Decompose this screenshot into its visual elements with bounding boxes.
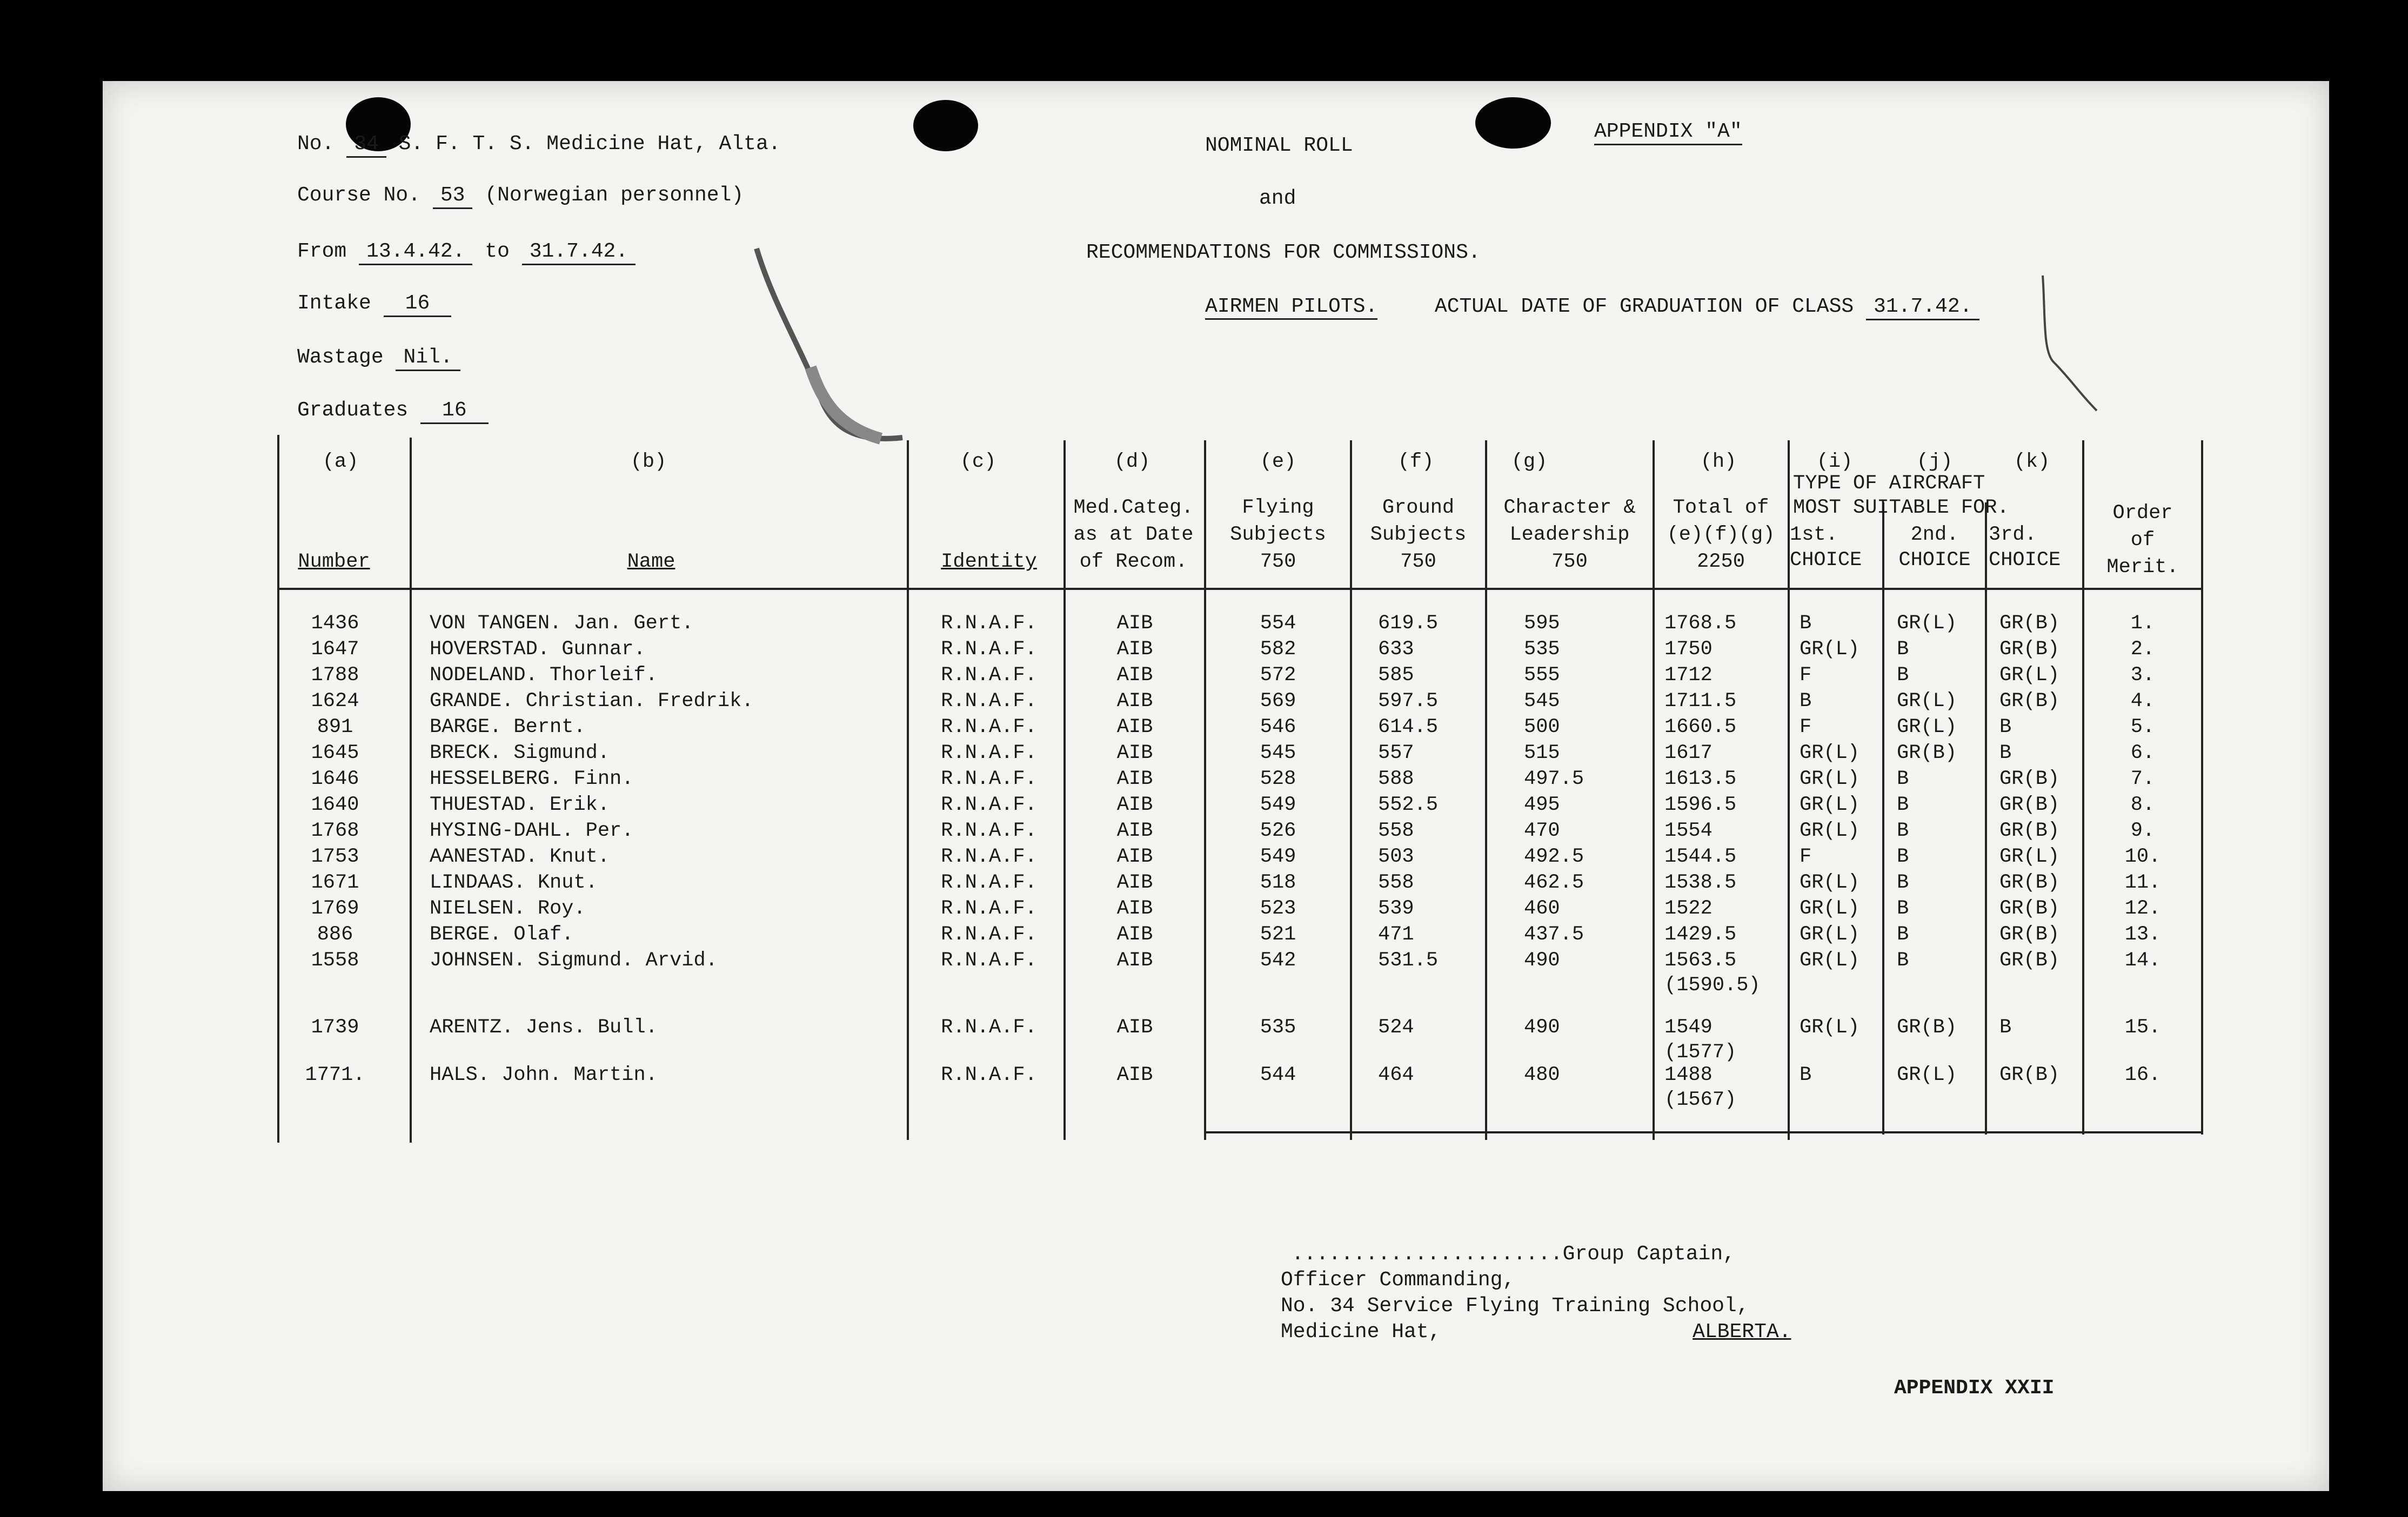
cell-ground: 503 — [1378, 845, 1414, 868]
cell-med-categ: AIB — [1116, 820, 1153, 842]
course-number: 53 — [433, 184, 473, 209]
col-i-line1: 1st. — [1790, 523, 1838, 546]
cell-med-categ: AIB — [1116, 949, 1153, 972]
cell-name: HOVERSTAD. Gunnar. — [430, 638, 646, 661]
col-divider-bc — [907, 440, 909, 1140]
graduates-label: Graduates — [297, 399, 409, 422]
cell-total: 1549 — [1664, 1016, 1713, 1039]
cell-total: 1563.5 — [1664, 949, 1737, 972]
col-a-letter: (a) — [322, 451, 359, 473]
intake-value: 16 — [384, 292, 452, 317]
cell-first-choice: GR(L) — [1800, 768, 1860, 790]
cell-second-choice: B — [1897, 638, 1909, 661]
table-border-left — [277, 435, 279, 1143]
cell-third-choice: GR(B) — [1999, 1064, 2060, 1086]
aircraft-type-line1: TYPE OF AIRCRAFT — [1793, 472, 1985, 495]
cell-number: 1436 — [311, 612, 359, 635]
cell-first-choice: B — [1800, 612, 1812, 635]
cell-number: 1645 — [311, 742, 359, 764]
cell-name: LINDAAS. Knut. — [430, 871, 598, 894]
cell-first-choice: GR(L) — [1800, 949, 1860, 972]
aircraft-type-line2: MOST SUITABLE FOR. — [1793, 496, 2009, 519]
cell-merit: 16. — [2124, 1064, 2161, 1086]
cell-name: GRANDE. Christian. Fredrik. — [430, 690, 754, 713]
cell-character: 460 — [1524, 897, 1560, 920]
header-rule — [277, 588, 2203, 590]
cell-merit: 8. — [2130, 794, 2155, 816]
school-line — [297, 132, 781, 158]
cell-med-categ: AIB — [1116, 638, 1153, 661]
cell-number: 1788 — [311, 664, 359, 687]
graduation-label: ACTUAL DATE OF GRADUATION OF CLASS — [1434, 295, 1854, 318]
cell-second-choice: B — [1897, 923, 1909, 946]
cell-character: 535 — [1524, 638, 1560, 661]
cell-identity: R.N.A.F. — [941, 820, 1037, 842]
cell-total: 1660.5 — [1664, 716, 1737, 739]
category-label: AIRMEN PILOTS. — [1205, 295, 1377, 320]
cell-character: 490 — [1524, 1016, 1560, 1039]
col-h-line2: (e)(f)(g) — [1667, 523, 1775, 546]
col-h-letter: (h) — [1700, 451, 1737, 473]
cell-ground: 558 — [1378, 871, 1414, 894]
cell-med-categ: AIB — [1116, 1016, 1153, 1039]
cell-flying: 544 — [1260, 1064, 1296, 1086]
cell-second-choice: B — [1897, 897, 1909, 920]
cell-med-categ: AIB — [1116, 794, 1153, 816]
cell-number: 886 — [317, 923, 353, 946]
table-border-right — [2201, 440, 2203, 1135]
cell-number: 1624 — [311, 690, 359, 713]
cell-ground: 524 — [1378, 1016, 1414, 1039]
col-divider-ab — [410, 438, 412, 1143]
cell-identity: R.N.A.F. — [941, 871, 1037, 894]
cell-third-choice: GR(B) — [1999, 820, 2060, 842]
cell-name: HESSELBERG. Finn. — [430, 768, 634, 790]
from-label: From — [297, 240, 347, 263]
col-g-line3: 750 — [1551, 551, 1588, 573]
col-e-line3: 750 — [1260, 551, 1296, 573]
cell-flying: 542 — [1260, 949, 1296, 972]
wastage-value: Nil. — [396, 346, 460, 371]
cell-total: 1617 — [1664, 742, 1713, 764]
col-k-letter: (k) — [2014, 451, 2050, 473]
cell-character: 595 — [1524, 612, 1560, 635]
cell-third-choice: GR(B) — [1999, 923, 2060, 946]
cell-second-choice: GR(L) — [1897, 1064, 1957, 1086]
cell-ground: 633 — [1378, 638, 1414, 661]
graduates-value: 16 — [420, 399, 489, 424]
cell-name: JOHNSEN. Sigmund. Arvid. — [430, 949, 718, 972]
cell-character: 500 — [1524, 716, 1560, 739]
period-line — [297, 240, 636, 265]
col-d-line2: as at Date — [1073, 523, 1194, 546]
cell-merit: 13. — [2124, 923, 2161, 946]
cell-med-categ: AIB — [1116, 664, 1153, 687]
merit-line2: of — [2130, 529, 2155, 552]
cell-second-choice: GR(L) — [1897, 690, 1957, 713]
cell-character: 490 — [1524, 949, 1560, 972]
cell-character: 515 — [1524, 742, 1560, 764]
cell-merit: 4. — [2130, 690, 2155, 713]
cell-name: NODELAND. Thorleif. — [430, 664, 658, 687]
cell-total: 1750 — [1664, 638, 1713, 661]
cell-first-choice: B — [1800, 1064, 1812, 1086]
cell-flying: 554 — [1260, 612, 1296, 635]
cell-character: 470 — [1524, 820, 1560, 842]
title-nominal-roll: NOMINAL ROLL — [1205, 134, 1353, 157]
bottom-rule — [1204, 1131, 2203, 1133]
cell-flying: 582 — [1260, 638, 1296, 661]
cell-med-categ: AIB — [1116, 897, 1153, 920]
cell-number: 1640 — [311, 794, 359, 816]
cell-number: 1646 — [311, 768, 359, 790]
cell-second-choice: B — [1897, 845, 1909, 868]
cell-name: BRECK. Sigmund. — [430, 742, 610, 764]
cell-name: HALS. John. Martin. — [430, 1064, 658, 1086]
col-k-line1: 3rd. — [1989, 523, 2037, 546]
cell-identity: R.N.A.F. — [941, 845, 1037, 868]
cell-number: 891 — [317, 716, 353, 739]
cell-merit: 12. — [2124, 897, 2161, 920]
scratch-mark — [740, 238, 924, 465]
col-f-line3: 750 — [1400, 551, 1436, 573]
cell-ground: 619.5 — [1378, 612, 1439, 635]
col-h-line1: Total of — [1673, 496, 1769, 519]
cell-character: 492.5 — [1524, 845, 1584, 868]
cell-character: 480 — [1524, 1064, 1560, 1086]
title-recommendations: RECOMMENDATIONS FOR COMMISSIONS. — [1086, 241, 1481, 264]
cell-third-choice: B — [1999, 716, 2012, 739]
cell-character: 495 — [1524, 794, 1560, 816]
cell-merit: 6. — [2130, 742, 2155, 764]
cell-total: 1768.5 — [1664, 612, 1737, 635]
col-g-line1: Character & — [1503, 496, 1636, 519]
cell-ground: 558 — [1378, 820, 1414, 842]
cell-med-categ: AIB — [1116, 768, 1153, 790]
col-b-header: Name — [627, 551, 675, 573]
course-line — [297, 184, 744, 209]
cell-first-choice: GR(L) — [1800, 923, 1860, 946]
col-c-header: Identity — [941, 551, 1037, 573]
graduation-line — [1205, 295, 1979, 320]
cell-third-choice: GR(B) — [1999, 768, 2060, 790]
cell-total: 1429.5 — [1664, 923, 1737, 946]
punch-hole-right — [1475, 97, 1551, 149]
to-date: 31.7.42. — [522, 240, 636, 265]
col-g-line2: Leadership — [1509, 523, 1630, 546]
cell-first-choice: F — [1800, 664, 1812, 687]
cell-second-choice: B — [1897, 871, 1909, 894]
cell-number: 1753 — [311, 845, 359, 868]
cell-med-categ: AIB — [1116, 923, 1153, 946]
cell-first-choice: F — [1800, 845, 1812, 868]
col-i-letter: (i) — [1816, 451, 1853, 473]
cell-first-choice: GR(L) — [1800, 897, 1860, 920]
cell-identity: R.N.A.F. — [941, 949, 1037, 972]
cell-name: VON TANGEN. Jan. Gert. — [430, 612, 694, 635]
cell-flying: 526 — [1260, 820, 1296, 842]
col-e-line1: Flying — [1242, 496, 1314, 519]
cell-flying: 518 — [1260, 871, 1296, 894]
no-label: No. — [297, 132, 335, 156]
cell-second-choice: GR(L) — [1897, 716, 1957, 739]
cell-total: 1488 — [1664, 1064, 1713, 1086]
cell-third-choice: GR(B) — [1999, 871, 2060, 894]
cell-identity: R.N.A.F. — [941, 923, 1037, 946]
col-e-letter: (e) — [1260, 451, 1296, 473]
punch-hole-center — [913, 100, 978, 151]
cell-flying: 528 — [1260, 768, 1296, 790]
cell-merit: 15. — [2124, 1016, 2161, 1039]
col-divider-k-merit — [2082, 440, 2084, 1135]
cell-second-choice: B — [1897, 794, 1909, 816]
cell-ground: 539 — [1378, 897, 1414, 920]
school-number: 34 — [346, 132, 386, 158]
cell-second-choice: B — [1897, 949, 1909, 972]
cell-ground: 531.5 — [1378, 949, 1439, 972]
cell-flying: 535 — [1260, 1016, 1296, 1039]
cell-merit: 11. — [2124, 871, 2161, 894]
cell-merit: 10. — [2124, 845, 2161, 868]
cell-character: 497.5 — [1524, 768, 1584, 790]
course-note: (Norwegian personnel) — [485, 184, 744, 207]
cell-total-adjusted: (1590.5) — [1664, 974, 1761, 997]
school-name: S. F. T. S. Medicine Hat, Alta. — [398, 132, 781, 156]
cell-ground: 464 — [1378, 1064, 1414, 1086]
cell-ground: 552.5 — [1378, 794, 1439, 816]
wastage-label: Wastage — [297, 346, 384, 369]
cell-ground: 557 — [1378, 742, 1414, 764]
col-a-header: Number — [298, 551, 370, 573]
cell-merit: 3. — [2130, 664, 2155, 687]
cell-med-categ: AIB — [1116, 690, 1153, 713]
cell-name: BERGE. Olaf. — [430, 923, 574, 946]
cell-med-categ: AIB — [1116, 1064, 1153, 1086]
cell-name: BARGE. Bernt. — [430, 716, 586, 739]
cell-second-choice: B — [1897, 664, 1909, 687]
graduates-line — [297, 399, 489, 424]
cell-third-choice: GR(L) — [1999, 664, 2060, 687]
cell-total: 1596.5 — [1664, 794, 1737, 816]
cell-total: 1711.5 — [1664, 690, 1737, 713]
signature-line: ......................Group Captain, — [1292, 1243, 1735, 1266]
cell-name: HYSING-DAHL. Per. — [430, 820, 634, 842]
cell-identity: R.N.A.F. — [941, 742, 1037, 764]
cell-flying: 545 — [1260, 742, 1296, 764]
cell-third-choice: GR(B) — [1999, 794, 2060, 816]
col-j-letter: (j) — [1916, 451, 1953, 473]
cell-total-adjusted: (1577) — [1664, 1041, 1737, 1064]
cell-flying: 569 — [1260, 690, 1296, 713]
cell-third-choice: GR(B) — [1999, 949, 2060, 972]
col-f-line1: Ground — [1382, 496, 1455, 519]
cell-identity: R.N.A.F. — [941, 897, 1037, 920]
cell-identity: R.N.A.F. — [941, 638, 1037, 661]
col-e-line2: Subjects — [1230, 523, 1326, 546]
merit-line1: Order — [2112, 502, 2173, 525]
appendix-a: APPENDIX "A" — [1594, 120, 1742, 145]
course-label: Course No. — [297, 184, 421, 207]
col-k-line2: CHOICE — [1989, 549, 2061, 572]
cell-flying: 521 — [1260, 923, 1296, 946]
cell-first-choice: GR(L) — [1800, 794, 1860, 816]
cell-med-categ: AIB — [1116, 742, 1153, 764]
appendix-xxii: APPENDIX XXII — [1894, 1377, 2055, 1400]
cell-merit: 1. — [2130, 612, 2155, 635]
cell-number: 1647 — [311, 638, 359, 661]
location-province: ALBERTA. — [1693, 1320, 1791, 1344]
col-d-line1: Med.Categ. — [1073, 496, 1194, 519]
cell-first-choice: F — [1800, 716, 1812, 739]
scratch-mark-right — [2032, 270, 2113, 421]
col-b-letter: (b) — [630, 451, 667, 473]
col-h-line3: 2250 — [1697, 551, 1745, 573]
intake-line — [297, 292, 451, 317]
cell-first-choice: GR(L) — [1800, 820, 1860, 842]
cell-merit: 7. — [2130, 768, 2155, 790]
cell-flying: 549 — [1260, 794, 1296, 816]
cell-name: THUESTAD. Erik. — [430, 794, 610, 816]
cell-first-choice: B — [1800, 690, 1812, 713]
cell-second-choice: B — [1897, 768, 1909, 790]
cell-character: 437.5 — [1524, 923, 1584, 946]
cell-ground: 471 — [1378, 923, 1414, 946]
col-j-line1: 2nd. — [1910, 523, 1959, 546]
col-divider-de — [1204, 440, 1206, 1140]
cell-identity: R.N.A.F. — [941, 768, 1037, 790]
cell-number: 1671 — [311, 871, 359, 894]
from-date: 13.4.42. — [359, 240, 472, 265]
location-city: Medicine Hat, — [1281, 1320, 1441, 1344]
cell-character: 555 — [1524, 664, 1560, 687]
col-g-letter: (g) — [1511, 451, 1548, 473]
title-and: and — [1259, 187, 1296, 210]
cell-second-choice: B — [1897, 820, 1909, 842]
col-d-letter: (d) — [1114, 451, 1151, 473]
cell-ground: 588 — [1378, 768, 1414, 790]
graduation-date: 31.7.42. — [1866, 295, 1979, 320]
col-divider-ij — [1882, 502, 1884, 1135]
cell-number: 1769 — [311, 897, 359, 920]
location-line — [1281, 1320, 1791, 1344]
cell-name: ARENTZ. Jens. Bull. — [430, 1016, 658, 1039]
col-f-letter: (f) — [1397, 451, 1434, 473]
cell-ground: 614.5 — [1378, 716, 1439, 739]
cell-number: 1739 — [311, 1016, 359, 1039]
cell-third-choice: GR(B) — [1999, 612, 2060, 635]
cell-med-categ: AIB — [1116, 845, 1153, 868]
col-f-line2: Subjects — [1370, 523, 1467, 546]
cell-identity: R.N.A.F. — [941, 612, 1037, 635]
intake-label: Intake — [297, 292, 371, 315]
cell-first-choice: GR(L) — [1800, 1016, 1860, 1039]
cell-identity: R.N.A.F. — [941, 664, 1037, 687]
cell-identity: R.N.A.F. — [941, 1016, 1037, 1039]
officer-commanding: Officer Commanding, — [1281, 1268, 1515, 1292]
cell-name: NIELSEN. Roy. — [430, 897, 586, 920]
cell-flying: 546 — [1260, 716, 1296, 739]
cell-flying: 572 — [1260, 664, 1296, 687]
cell-ground: 585 — [1378, 664, 1414, 687]
cell-second-choice: GR(B) — [1897, 742, 1957, 764]
cell-med-categ: AIB — [1116, 871, 1153, 894]
cell-total: 1522 — [1664, 897, 1713, 920]
cell-total: 1613.5 — [1664, 768, 1737, 790]
cell-first-choice: GR(L) — [1800, 742, 1860, 764]
cell-number: 1558 — [311, 949, 359, 972]
cell-number: 1768 — [311, 820, 359, 842]
cell-total: 1544.5 — [1664, 845, 1737, 868]
cell-third-choice: GR(L) — [1999, 845, 2060, 868]
to-label: to — [485, 240, 510, 263]
cell-identity: R.N.A.F. — [941, 794, 1037, 816]
cell-second-choice: GR(L) — [1897, 612, 1957, 635]
cell-identity: R.N.A.F. — [941, 690, 1037, 713]
col-d-line3: of Recom. — [1079, 551, 1188, 573]
cell-total: 1712 — [1664, 664, 1713, 687]
cell-flying: 523 — [1260, 897, 1296, 920]
cell-first-choice: GR(L) — [1800, 638, 1860, 661]
col-i-line2: CHOICE — [1790, 549, 1862, 572]
cell-name: AANESTAD. Knut. — [430, 845, 610, 868]
cell-med-categ: AIB — [1116, 716, 1153, 739]
cell-ground: 597.5 — [1378, 690, 1439, 713]
cell-third-choice: GR(B) — [1999, 638, 2060, 661]
cell-med-categ: AIB — [1116, 612, 1153, 635]
cell-identity: R.N.A.F. — [941, 1064, 1037, 1086]
cell-merit: 9. — [2130, 820, 2155, 842]
cell-third-choice: B — [1999, 1016, 2012, 1039]
cell-merit: 5. — [2130, 716, 2155, 739]
col-divider-jk — [1985, 502, 1987, 1135]
school-full-name: No. 34 Service Flying Training School, — [1281, 1294, 1749, 1318]
cell-number: 1771. — [305, 1064, 365, 1086]
cell-character: 462.5 — [1524, 871, 1584, 894]
cell-identity: R.N.A.F. — [941, 716, 1037, 739]
col-c-letter: (c) — [960, 451, 996, 473]
cell-second-choice: GR(B) — [1897, 1016, 1957, 1039]
cell-total-adjusted: (1567) — [1664, 1089, 1737, 1111]
merit-line3: Merit. — [2106, 556, 2179, 579]
cell-merit: 2. — [2130, 638, 2155, 661]
cell-merit: 14. — [2124, 949, 2161, 972]
wastage-line — [297, 346, 460, 371]
col-j-line2: CHOICE — [1898, 549, 1971, 572]
cell-total: 1554 — [1664, 820, 1713, 842]
cell-third-choice: GR(B) — [1999, 690, 2060, 713]
cell-total: 1538.5 — [1664, 871, 1737, 894]
cell-first-choice: GR(L) — [1800, 871, 1860, 894]
cell-character: 545 — [1524, 690, 1560, 713]
cell-third-choice: B — [1999, 742, 2012, 764]
cell-flying: 549 — [1260, 845, 1296, 868]
cell-third-choice: GR(B) — [1999, 897, 2060, 920]
